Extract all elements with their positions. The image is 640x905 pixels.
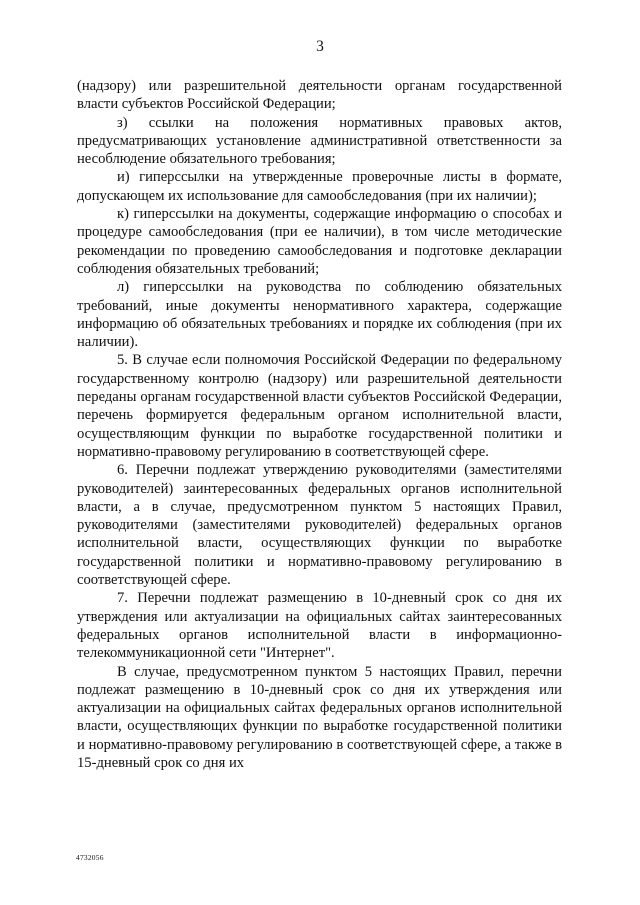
paragraph-clause-6: 6. Перечни подлежат утверждению руководителями (заместителями руководителей) заинтересованных федеральных органов исполнительной власти, а в случае, предусмотренном пунктом 5 настоящих Правил, руководителями (заместителями руководителей) федеральных органов исполнительной власти, осуществляющих функции по выработке государственной политики и нормативно-правовому регулированию в соответствующей сфере. [77, 462, 562, 589]
page-number: 3 [316, 38, 324, 55]
paragraph-clause-7-continued: В случае, предусмотренном пунктом 5 настоящих Правил, перечни подлежат размещению в 10-дневный срок со дня их утверждения или актуализации на официальных сайтах федеральных органов исполнительной власти, осуществляющих функции по выработке государственной политики и нормативно-правовому регулированию в соответствующей сфере, а также в 15-дневный срок со дня их [77, 663, 562, 771]
paragraph-item-k: к) гиперссылки на документы, содержащие информацию о способах и процедуре самообследования (при ее наличии), в том числе методические рекомендации по проведению самообследования и подготовке декларации соблюдения обязательных требований; [77, 206, 562, 277]
paragraph-item-l: л) гиперссылки на руководства по соблюдению обязательных требований, иные документы ненормативного характера, содержащие информацию об обязательных требованиях и порядке их соблюдения (при их наличии). [77, 279, 562, 351]
paragraph-item-z: з) ссылки на положения нормативных правовых актов, предусматривающих установление административной ответственности за несоблюдение обязательного требования; [77, 114, 562, 168]
paragraph-clause-5: 5. В случае если полномочия Российской Федерации по федеральному государственному контролю (надзору) или разрешительной деятельности переданы органам государственной власти субъектов Российской Федерации, перечень формируется федеральным органом исполнительной власти, осуществляющим функции по выработке государственной политики и нормативно-правовому регулированию в соответствующей сфере. [77, 352, 562, 460]
paragraph-continuation: (надзору) или разрешительной деятельности органам государственной власти субъектов Российской Федерации; [77, 78, 562, 113]
document-body [77, 77, 562, 772]
paragraph-clause-7: 7. Перечни подлежат размещению в 10-дневный срок со дня их утверждения или актуализации на официальных сайтах заинтересованных федеральных органов исполнительной власти в информационно-телекоммуникационной сети "Интернет". [77, 590, 562, 662]
paragraph-item-i: и) гиперссылки на утвержденные проверочные листы в формате, допускающем их использование для самообследования (при их наличии); [77, 169, 562, 204]
document-code: 4732056 [76, 853, 104, 862]
